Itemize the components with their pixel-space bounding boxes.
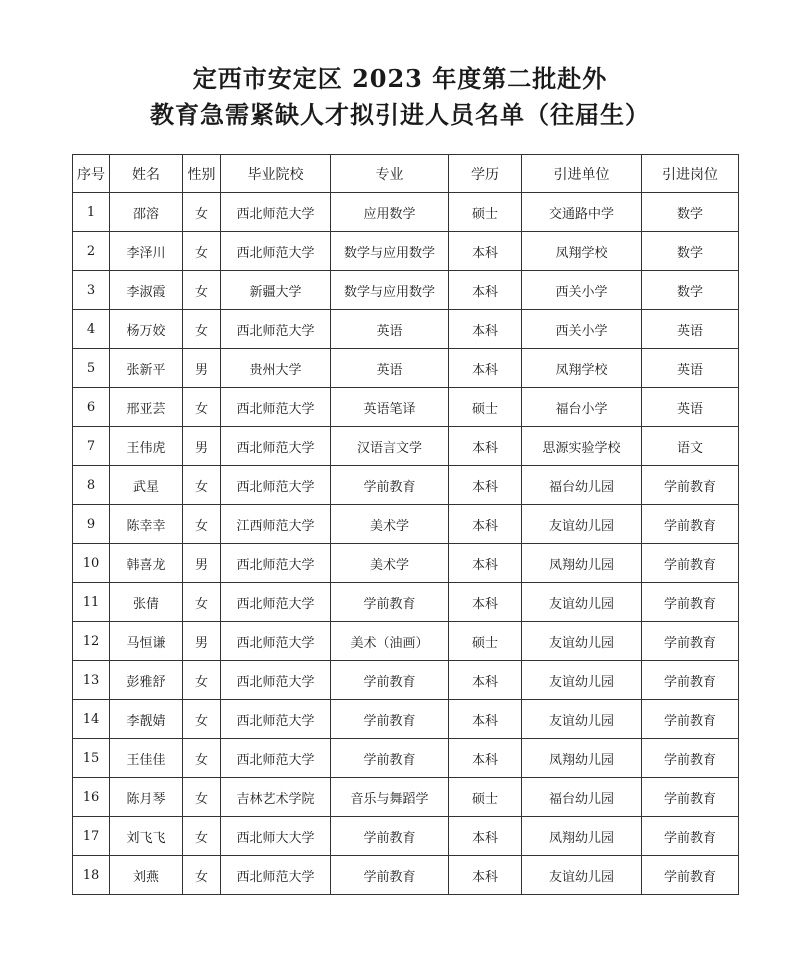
cell-name: 马恒谦: [110, 622, 183, 661]
cell-gender: 女: [183, 388, 221, 427]
cell-major: 美术学: [331, 544, 449, 583]
table-row: [73, 583, 739, 622]
cell-index: 3: [73, 271, 110, 310]
cell-position: 学前教育: [642, 583, 739, 622]
cell-employer: 友谊幼儿园: [522, 505, 642, 544]
cell-position: 学前教育: [642, 856, 739, 895]
cell-major: 学前教育: [331, 739, 449, 778]
table-row: [73, 232, 739, 271]
cell-major: 学前教育: [331, 661, 449, 700]
cell-gender: 女: [183, 466, 221, 505]
cell-position: 英语: [642, 310, 739, 349]
cell-position: 学前教育: [642, 700, 739, 739]
header-degree: 学历: [449, 155, 522, 193]
cell-degree: 本科: [449, 505, 522, 544]
cell-school: 吉林艺术学院: [221, 778, 331, 817]
cell-gender: 女: [183, 856, 221, 895]
title-line-2: 教育急需紧缺人才拟引进人员名单（往届生）: [150, 100, 650, 129]
cell-gender: 男: [183, 349, 221, 388]
cell-position: 数学: [642, 232, 739, 271]
cell-employer: 凤翔幼儿园: [522, 739, 642, 778]
cell-gender: 男: [183, 622, 221, 661]
cell-index: 16: [73, 778, 110, 817]
cell-major: 音乐与舞蹈学: [331, 778, 449, 817]
cell-major: 汉语言文学: [331, 427, 449, 466]
cell-gender: 女: [183, 739, 221, 778]
cell-index: 13: [73, 661, 110, 700]
cell-position: 数学: [642, 271, 739, 310]
cell-gender: 女: [183, 193, 221, 232]
table-row: [73, 778, 739, 817]
cell-name: 彭雅舒: [110, 661, 183, 700]
cell-position: 英语: [642, 388, 739, 427]
cell-name: 王佳佳: [110, 739, 183, 778]
cell-major: 英语: [331, 310, 449, 349]
cell-position: 数学: [642, 193, 739, 232]
header-major: 专业: [331, 155, 449, 193]
cell-name: 陈月琴: [110, 778, 183, 817]
cell-position: 学前教育: [642, 544, 739, 583]
cell-school: 江西师范大学: [221, 505, 331, 544]
cell-gender: 女: [183, 505, 221, 544]
cell-school: 西北师范大学: [221, 583, 331, 622]
cell-employer: 友谊幼儿园: [522, 700, 642, 739]
cell-major: 美术（油画）: [331, 622, 449, 661]
cell-gender: 男: [183, 544, 221, 583]
document-title: [0, 62, 800, 132]
header-gender: 性别: [183, 155, 221, 193]
cell-gender: 男: [183, 427, 221, 466]
table-row: [73, 349, 739, 388]
cell-name: 李泽川: [110, 232, 183, 271]
cell-degree: 本科: [449, 427, 522, 466]
cell-major: 学前教育: [331, 466, 449, 505]
cell-degree: 硕士: [449, 778, 522, 817]
cell-degree: 本科: [449, 700, 522, 739]
cell-name: 陈幸幸: [110, 505, 183, 544]
cell-name: 邵溶: [110, 193, 183, 232]
cell-degree: 硕士: [449, 388, 522, 427]
cell-name: 王伟虎: [110, 427, 183, 466]
header-employer: 引进单位: [522, 155, 642, 193]
header-school: 毕业院校: [221, 155, 331, 193]
cell-major: 学前教育: [331, 700, 449, 739]
table-row: [73, 622, 739, 661]
cell-index: 9: [73, 505, 110, 544]
cell-school: 西北师范大学: [221, 661, 331, 700]
table-row: [73, 739, 739, 778]
cell-degree: 本科: [449, 349, 522, 388]
table-row: [73, 700, 739, 739]
table-header-row: [73, 155, 739, 193]
cell-school: 西北师范大学: [221, 700, 331, 739]
personnel-table: [72, 154, 739, 895]
table-row: [73, 544, 739, 583]
cell-employer: 凤翔学校: [522, 232, 642, 271]
cell-degree: 本科: [449, 466, 522, 505]
cell-index: 1: [73, 193, 110, 232]
cell-employer: 福台小学: [522, 388, 642, 427]
cell-degree: 本科: [449, 583, 522, 622]
cell-index: 6: [73, 388, 110, 427]
cell-school: 西北师范大学: [221, 739, 331, 778]
cell-name: 刘燕: [110, 856, 183, 895]
cell-major: 数学与应用数学: [331, 271, 449, 310]
cell-degree: 本科: [449, 310, 522, 349]
cell-employer: 思源实验学校: [522, 427, 642, 466]
cell-name: 武星: [110, 466, 183, 505]
cell-employer: 友谊幼儿园: [522, 583, 642, 622]
table-row: [73, 505, 739, 544]
cell-major: 英语笔译: [331, 388, 449, 427]
cell-gender: 女: [183, 817, 221, 856]
table-row: [73, 388, 739, 427]
table-row: [73, 817, 739, 856]
cell-index: 8: [73, 466, 110, 505]
table-row: [73, 466, 739, 505]
cell-degree: 本科: [449, 232, 522, 271]
cell-employer: 凤翔幼儿园: [522, 544, 642, 583]
header-position: 引进岗位: [642, 155, 739, 193]
cell-position: 学前教育: [642, 778, 739, 817]
cell-employer: 福台幼儿园: [522, 778, 642, 817]
cell-gender: 女: [183, 661, 221, 700]
cell-position: 学前教育: [642, 466, 739, 505]
cell-degree: 本科: [449, 544, 522, 583]
cell-name: 杨万姣: [110, 310, 183, 349]
cell-school: 西北师范大学: [221, 856, 331, 895]
cell-employer: 友谊幼儿园: [522, 661, 642, 700]
cell-employer: 友谊幼儿园: [522, 856, 642, 895]
cell-school: 贵州大学: [221, 349, 331, 388]
title-line-1: 定西市安定区 2023 年度第二批赴外: [192, 64, 608, 93]
cell-school: 新疆大学: [221, 271, 331, 310]
table-row: [73, 427, 739, 466]
table-row: [73, 310, 739, 349]
cell-major: 应用数学: [331, 193, 449, 232]
table-row: [73, 661, 739, 700]
cell-position: 英语: [642, 349, 739, 388]
cell-index: 12: [73, 622, 110, 661]
cell-index: 18: [73, 856, 110, 895]
cell-major: 学前教育: [331, 583, 449, 622]
cell-gender: 女: [183, 583, 221, 622]
cell-name: 李淑霞: [110, 271, 183, 310]
table-body: [73, 193, 739, 895]
table-row: [73, 193, 739, 232]
cell-degree: 硕士: [449, 193, 522, 232]
cell-school: 西北师范大学: [221, 427, 331, 466]
cell-index: 5: [73, 349, 110, 388]
cell-school: 西北师范大学: [221, 544, 331, 583]
cell-index: 2: [73, 232, 110, 271]
cell-degree: 本科: [449, 739, 522, 778]
cell-gender: 女: [183, 232, 221, 271]
cell-position: 学前教育: [642, 505, 739, 544]
cell-degree: 硕士: [449, 622, 522, 661]
cell-index: 11: [73, 583, 110, 622]
header-index: 序号: [73, 155, 110, 193]
cell-employer: 西关小学: [522, 310, 642, 349]
cell-gender: 女: [183, 700, 221, 739]
cell-major: 英语: [331, 349, 449, 388]
cell-employer: 福台幼儿园: [522, 466, 642, 505]
cell-major: 美术学: [331, 505, 449, 544]
cell-school: 西北师范大学: [221, 388, 331, 427]
cell-degree: 本科: [449, 661, 522, 700]
cell-index: 10: [73, 544, 110, 583]
cell-school: 西北师范大学: [221, 622, 331, 661]
cell-name: 刘飞飞: [110, 817, 183, 856]
cell-school: 西北师范大学: [221, 232, 331, 271]
cell-name: 张新平: [110, 349, 183, 388]
cell-degree: 本科: [449, 817, 522, 856]
cell-name: 李靓婧: [110, 700, 183, 739]
cell-position: 语文: [642, 427, 739, 466]
cell-position: 学前教育: [642, 739, 739, 778]
cell-position: 学前教育: [642, 661, 739, 700]
cell-gender: 女: [183, 271, 221, 310]
cell-major: 数学与应用数学: [331, 232, 449, 271]
cell-name: 张倩: [110, 583, 183, 622]
cell-employer: 凤翔幼儿园: [522, 817, 642, 856]
cell-index: 7: [73, 427, 110, 466]
cell-degree: 本科: [449, 856, 522, 895]
cell-school: 西北师范大学: [221, 310, 331, 349]
cell-employer: 友谊幼儿园: [522, 622, 642, 661]
table-row: [73, 856, 739, 895]
cell-employer: 交通路中学: [522, 193, 642, 232]
cell-position: 学前教育: [642, 817, 739, 856]
cell-degree: 本科: [449, 271, 522, 310]
cell-employer: 凤翔学校: [522, 349, 642, 388]
cell-gender: 女: [183, 310, 221, 349]
cell-name: 韩喜龙: [110, 544, 183, 583]
cell-index: 14: [73, 700, 110, 739]
cell-school: 西北师大大学: [221, 817, 331, 856]
cell-school: 西北师范大学: [221, 466, 331, 505]
cell-employer: 西关小学: [522, 271, 642, 310]
table-row: [73, 271, 739, 310]
cell-position: 学前教育: [642, 622, 739, 661]
cell-name: 邢亚芸: [110, 388, 183, 427]
header-name: 姓名: [110, 155, 183, 193]
cell-gender: 女: [183, 778, 221, 817]
cell-school: 西北师范大学: [221, 193, 331, 232]
cell-index: 4: [73, 310, 110, 349]
cell-index: 17: [73, 817, 110, 856]
cell-index: 15: [73, 739, 110, 778]
cell-major: 学前教育: [331, 856, 449, 895]
cell-major: 学前教育: [331, 817, 449, 856]
